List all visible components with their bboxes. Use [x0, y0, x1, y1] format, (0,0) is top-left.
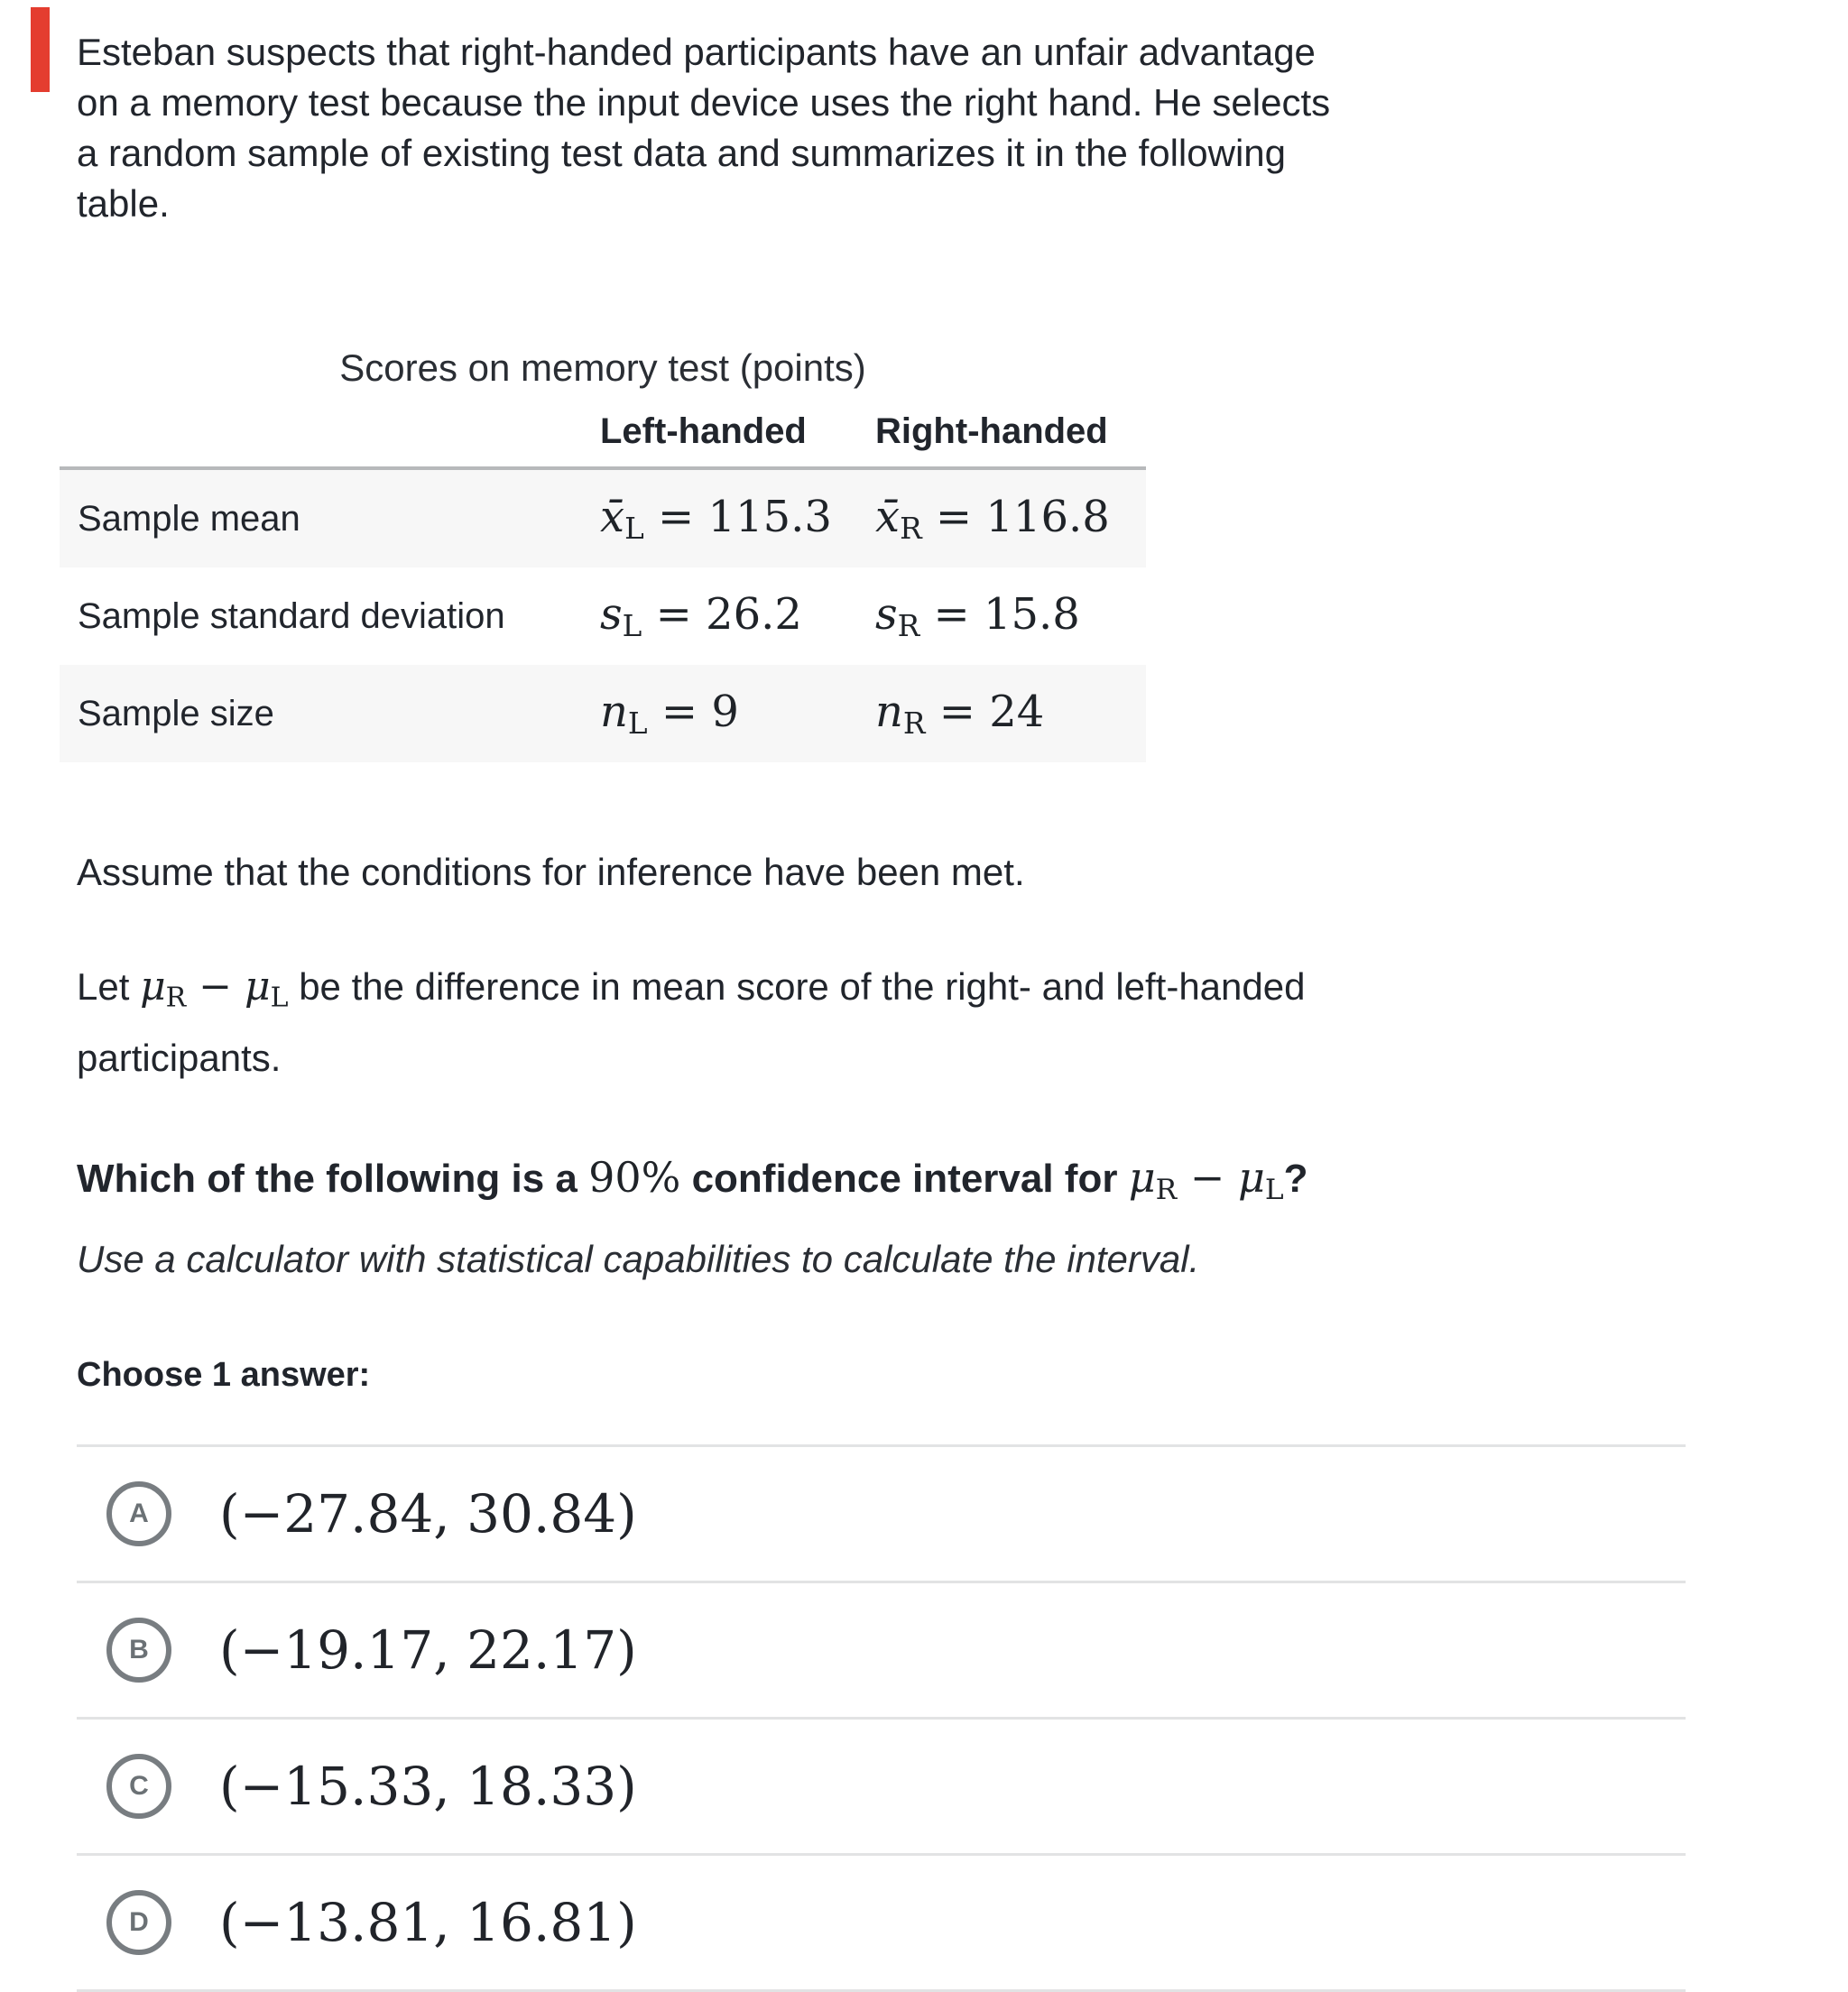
let-line: Let $\mu_R - \mu_L$ be the difference in mean score of the right- and left-handed [77, 964, 1306, 1014]
option-value-d: (−13.81, 16.81) [219, 1891, 637, 1953]
answer-option-d[interactable] [77, 1853, 1686, 1992]
table-header-row [60, 411, 1146, 468]
value-cell: $s_R = 15.8$ [875, 589, 1080, 644]
option-radio-a[interactable]: A [106, 1481, 171, 1546]
problem-line: a random sample of existing test data and summarizes it in the following [77, 132, 1287, 174]
header-left-handed: Left-handed [600, 411, 807, 451]
table-row [60, 468, 1146, 567]
header-empty-cell [60, 411, 600, 468]
table-row [60, 567, 1146, 665]
answer-option-b[interactable] [77, 1581, 1686, 1717]
calculator-instruction: Use a calculator with statistical capabilities to calculate the interval. [77, 1237, 1200, 1280]
header-right-handed: Right-handed [875, 411, 1108, 451]
red-marker-bar [31, 7, 50, 92]
stats-table [60, 411, 1146, 762]
option-radio-d[interactable]: D [106, 1890, 171, 1955]
value-cell: $x̄_R = 116.8$ [875, 492, 1110, 547]
option-value-b: (−19.17, 22.17) [219, 1618, 637, 1681]
choose-answer-label: Choose 1 answer: [77, 1355, 371, 1394]
question-text: Which of the following is a 90% confidence interval for $\mu_R - \mu_L$? [77, 1152, 1308, 1206]
answer-option-a[interactable] [77, 1444, 1686, 1581]
value-cell: $s_L = 26.2$ [600, 589, 802, 644]
problem-line: on a memory test because the input device uses the right hand. He selects [77, 81, 1331, 124]
assume-statement: Assume that the conditions for inference have been met. [77, 851, 1025, 894]
let-statement [77, 957, 1848, 1087]
row-label: Sample size [78, 693, 274, 733]
problem-line: Esteban suspects that right-handed participants have an unfair advantage [77, 31, 1316, 73]
table-title: Scores on memory test (points) [339, 346, 866, 389]
value-cell: $n_L = 9$ [600, 687, 739, 742]
problem-line: table. [77, 182, 170, 225]
answer-options [77, 1444, 1686, 1992]
option-value-c: (−15.33, 18.33) [219, 1755, 637, 1817]
answer-option-c[interactable] [77, 1717, 1686, 1853]
table-row [60, 665, 1146, 762]
stats-table-block [60, 345, 1146, 762]
let-line: participants. [77, 1036, 282, 1079]
option-radio-c[interactable]: C [106, 1754, 171, 1819]
option-value-a: (−27.84, 30.84) [219, 1482, 637, 1545]
value-cell: $x̄_L = 115.3$ [600, 492, 832, 547]
value-cell: $n_R = 24$ [875, 687, 1045, 742]
option-radio-b[interactable]: B [106, 1618, 171, 1683]
problem-statement [77, 27, 1848, 229]
row-label: Sample standard deviation [78, 595, 505, 636]
row-label: Sample mean [78, 498, 300, 539]
